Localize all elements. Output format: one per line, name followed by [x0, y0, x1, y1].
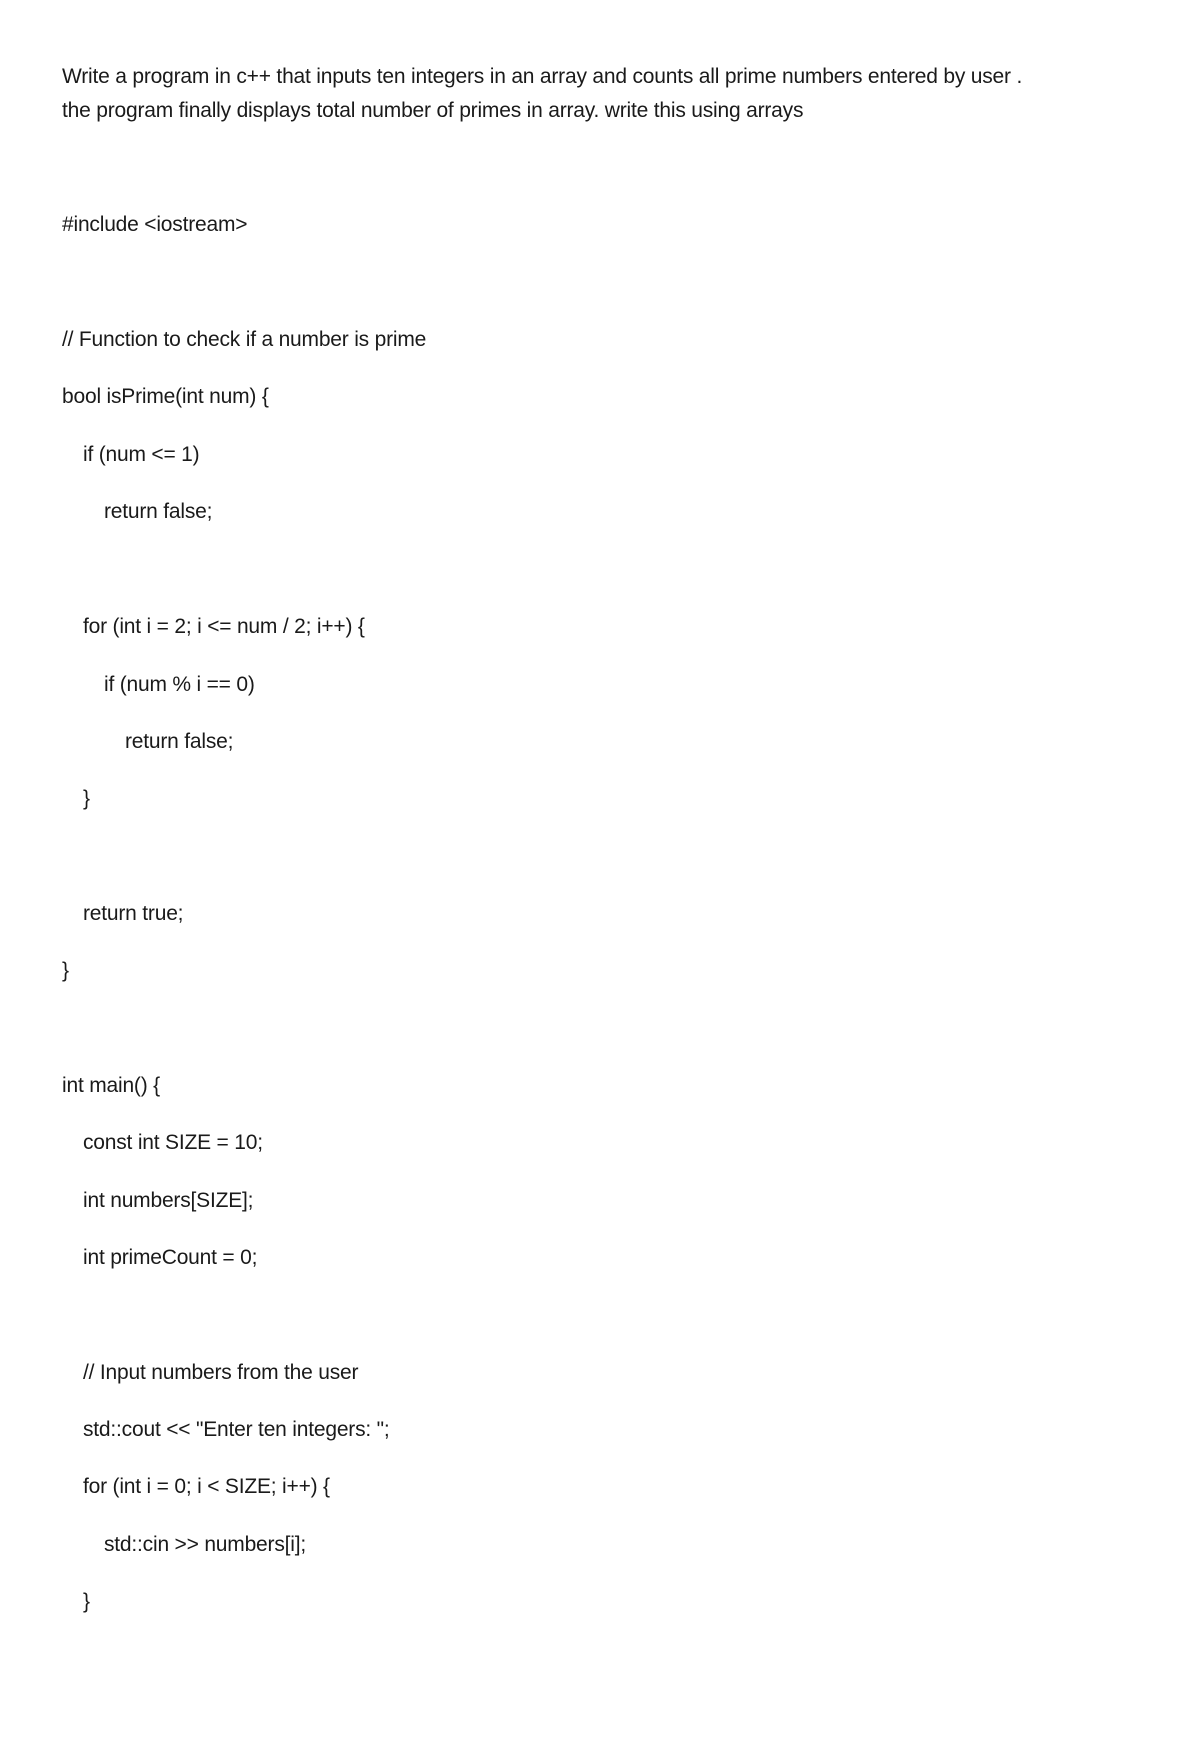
- code-function-signature: bool isPrime(int num) {: [62, 385, 269, 408]
- code-return-false-1: return false;: [104, 500, 213, 523]
- code-comment-input: // Input numbers from the user: [83, 1361, 359, 1384]
- code-const-size: const int SIZE = 10;: [83, 1131, 263, 1154]
- code-for-input: for (int i = 0; i < SIZE; i++) {: [83, 1475, 330, 1498]
- code-for-divisor: for (int i = 2; i <= num / 2; i++) {: [83, 615, 365, 638]
- question-line-2: the program finally displays total number of primes in array. write this using arrays: [62, 99, 804, 122]
- code-close-for: }: [83, 787, 90, 810]
- code-comment-prime: // Function to check if a number is prime: [62, 328, 427, 351]
- code-include: #include <iostream>: [62, 213, 248, 236]
- question-text: [62, 60, 1142, 128]
- code-close-function: }: [62, 959, 69, 982]
- code-close-for-input: }: [83, 1590, 90, 1613]
- code-return-true: return true;: [83, 902, 184, 925]
- code-cout-prompt: std::cout << "Enter ten integers: ";: [83, 1418, 390, 1441]
- question-line-1: Write a program in c++ that inputs ten integers in an array and counts all prime numbers entered by user .: [62, 65, 1023, 88]
- code-cin-line: std::cin >> numbers[i];: [104, 1533, 306, 1556]
- code-prime-count: int primeCount = 0;: [83, 1246, 258, 1269]
- code-array-declaration: int numbers[SIZE];: [83, 1189, 254, 1212]
- code-if-modulo: if (num % i == 0): [104, 673, 255, 696]
- code-if-less-equal-one: if (num <= 1): [83, 443, 200, 466]
- code-main-signature: int main() {: [62, 1074, 160, 1097]
- code-return-false-2: return false;: [125, 730, 234, 753]
